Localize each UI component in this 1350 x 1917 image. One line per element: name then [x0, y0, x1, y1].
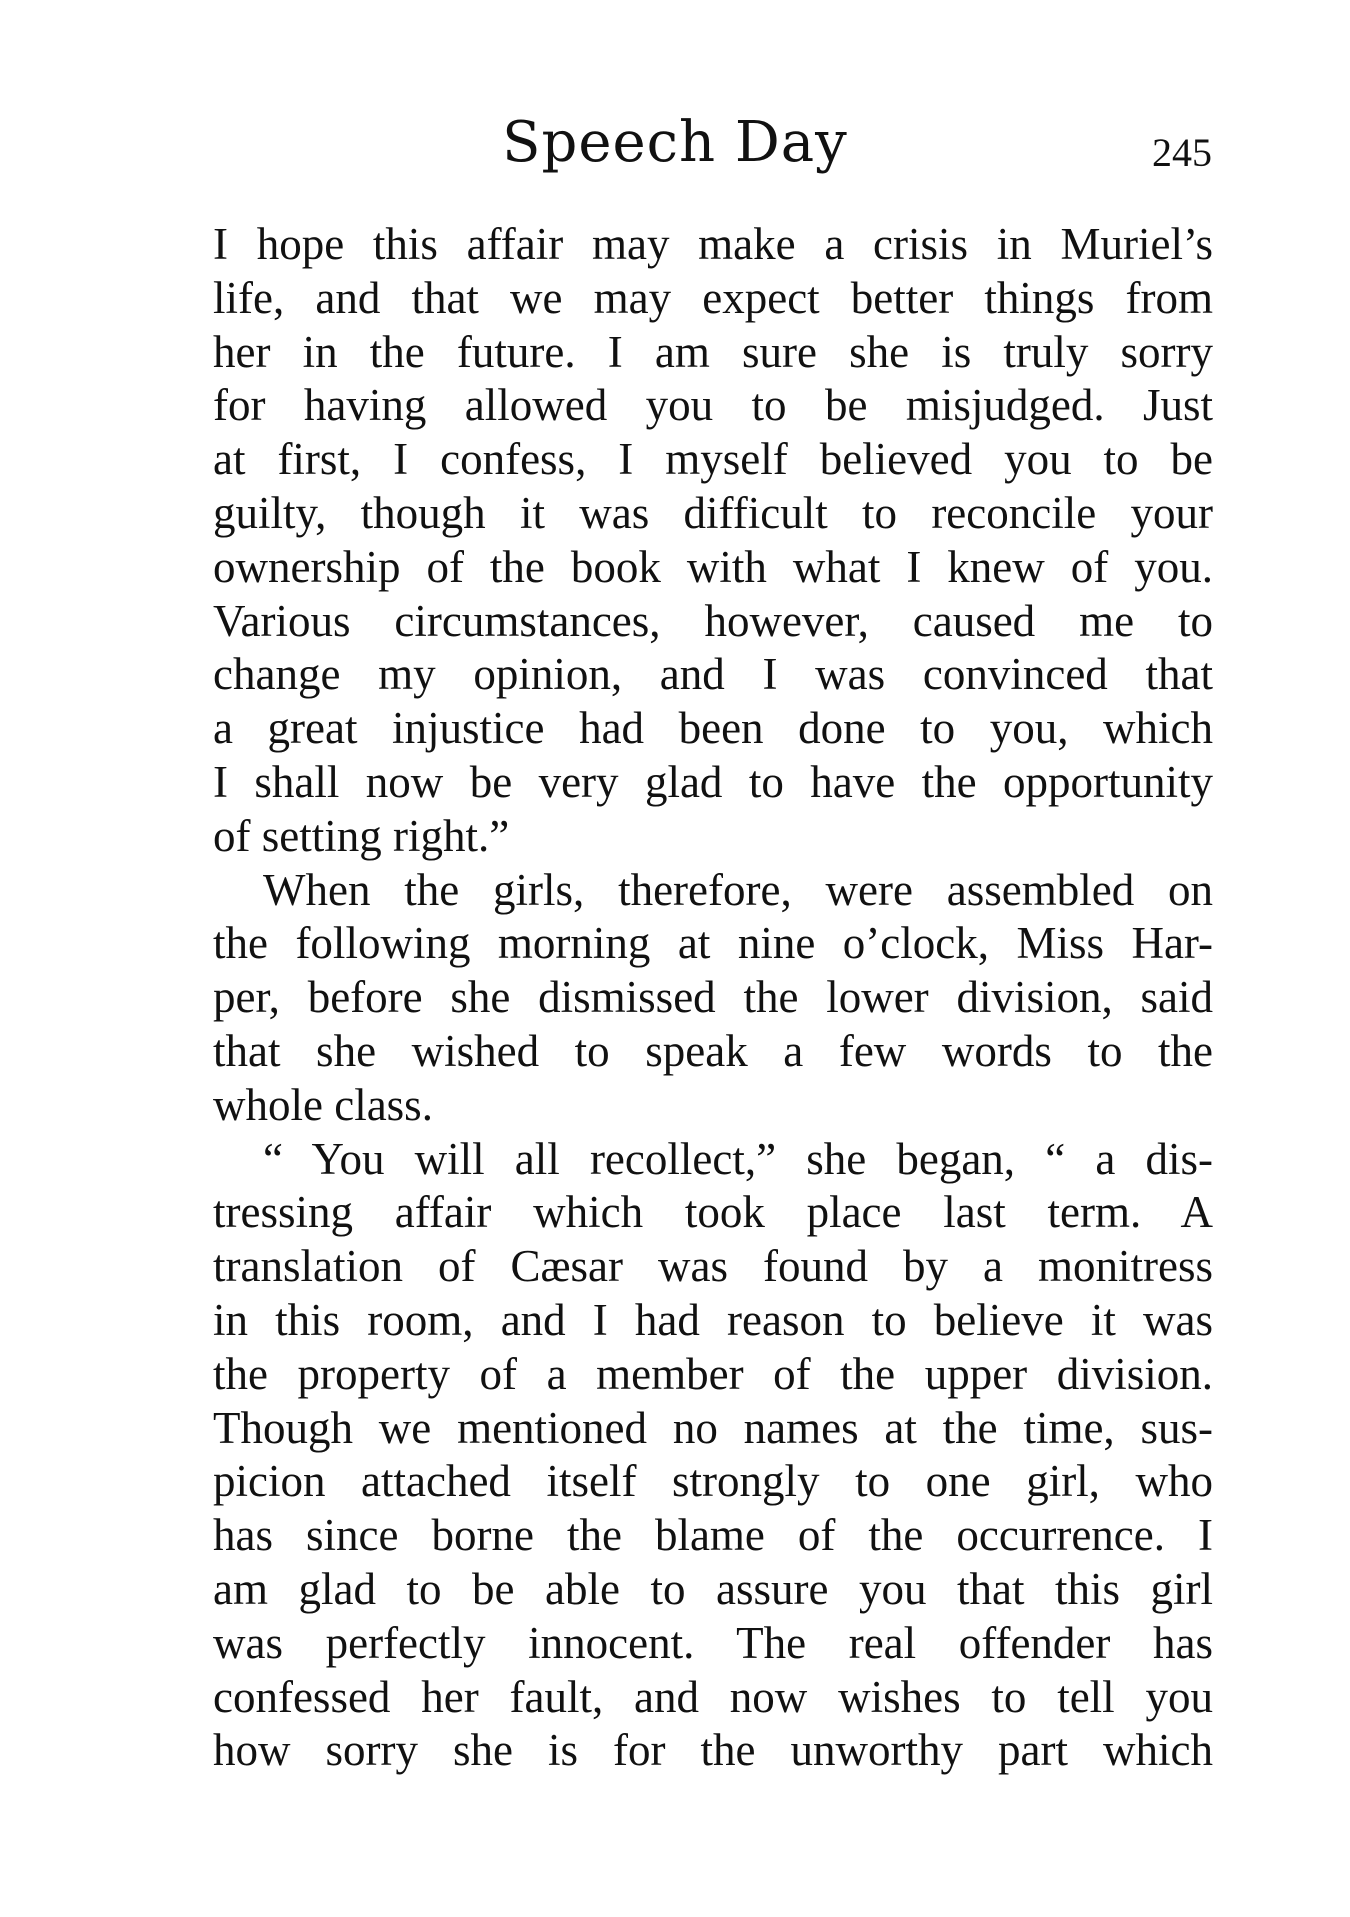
text-line: the property of a member of the upper division.: [213, 1348, 1213, 1399]
text-line: “ You will all recollect,” she began, “ a dis-: [263, 1133, 1213, 1184]
text-line: am glad to be able to assure you that this girl: [213, 1563, 1213, 1614]
text-line: was perfectly innocent. The real offender has: [213, 1617, 1213, 1668]
text-line: I shall now be very glad to have the opportunity: [213, 756, 1213, 807]
page-number: 245: [1152, 130, 1212, 175]
text-line: I hope this affair may make a crisis in Muriel’s: [213, 219, 1213, 269]
text-line: When the girls, therefore, were assembled on: [263, 864, 1213, 915]
text-line: for having allowed you to be misjudged. Just: [213, 380, 1213, 431]
text-line: a great injustice had been done to you, which: [213, 703, 1213, 754]
text-line: her in the future. I am sure she is truly sorry: [213, 326, 1213, 377]
text-line: picion attached itself strongly to one girl, who: [213, 1456, 1213, 1507]
text-line: tressing affair which took place last term. A: [213, 1187, 1213, 1238]
text-line: Various circumstances, however, caused me to: [213, 595, 1213, 646]
text-line: has since borne the blame of the occurrence. I: [213, 1510, 1213, 1561]
text-line: how sorry she is for the unworthy part which: [213, 1725, 1213, 1776]
text-line: ownership of the book with what I knew of you.: [213, 541, 1213, 592]
text-line: of setting right.”: [213, 810, 510, 861]
text-line: per, before she dismissed the lower division, said: [213, 972, 1213, 1023]
running-head: [0, 108, 1350, 178]
body-text: [213, 218, 1213, 1778]
text-line: that she wished to speak a few words to the: [213, 1025, 1213, 1076]
text-line: guilty, though it was difficult to reconcile your: [213, 487, 1213, 538]
text-line: at first, I confess, I myself believed you to be: [213, 434, 1213, 485]
text-line: translation of Cæsar was found by a monitress: [213, 1241, 1213, 1292]
running-title: Speech Day: [502, 110, 848, 175]
text-line: the following morning at nine o’clock, Miss Har-: [213, 918, 1213, 969]
text-line: whole class.: [213, 1079, 433, 1130]
text-line: change my opinion, and I was convinced that: [213, 649, 1213, 700]
text-line: Though we mentioned no names at the time, sus-: [213, 1402, 1213, 1453]
text-line: confessed her fault, and now wishes to tell you: [213, 1671, 1213, 1722]
text-line: in this room, and I had reason to believe it was: [213, 1294, 1213, 1345]
text-line: life, and that we may expect better things from: [213, 272, 1213, 323]
